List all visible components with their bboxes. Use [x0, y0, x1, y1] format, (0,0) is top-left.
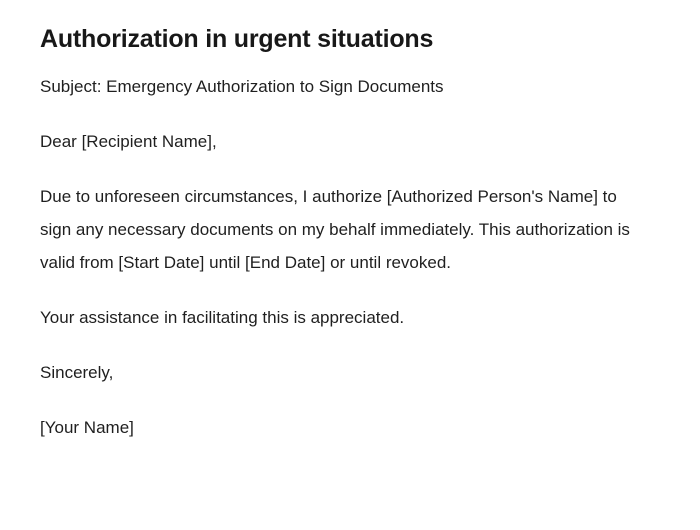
paragraph-authorization: Due to unforeseen circumstances, I authorize [Authorized Person's Name] to sign any necessary documents on my behalf immediately. This authorization is valid from [Start Date] until [End Date] or until revoked. — [40, 187, 630, 272]
paragraph-assistance: Your assistance in facilitating this is appreciated. — [40, 308, 405, 327]
page-title: Authorization in urgent situations — [40, 25, 434, 53]
paragraph-salutation: Dear [Recipient Name], — [40, 132, 217, 151]
paragraph-subject: Subject: Emergency Authorization to Sign Documents — [40, 77, 444, 96]
paragraph-signature: [Your Name] — [40, 418, 134, 437]
paragraph-closing: Sincerely, — [40, 363, 114, 382]
document-body — [40, 70, 660, 444]
